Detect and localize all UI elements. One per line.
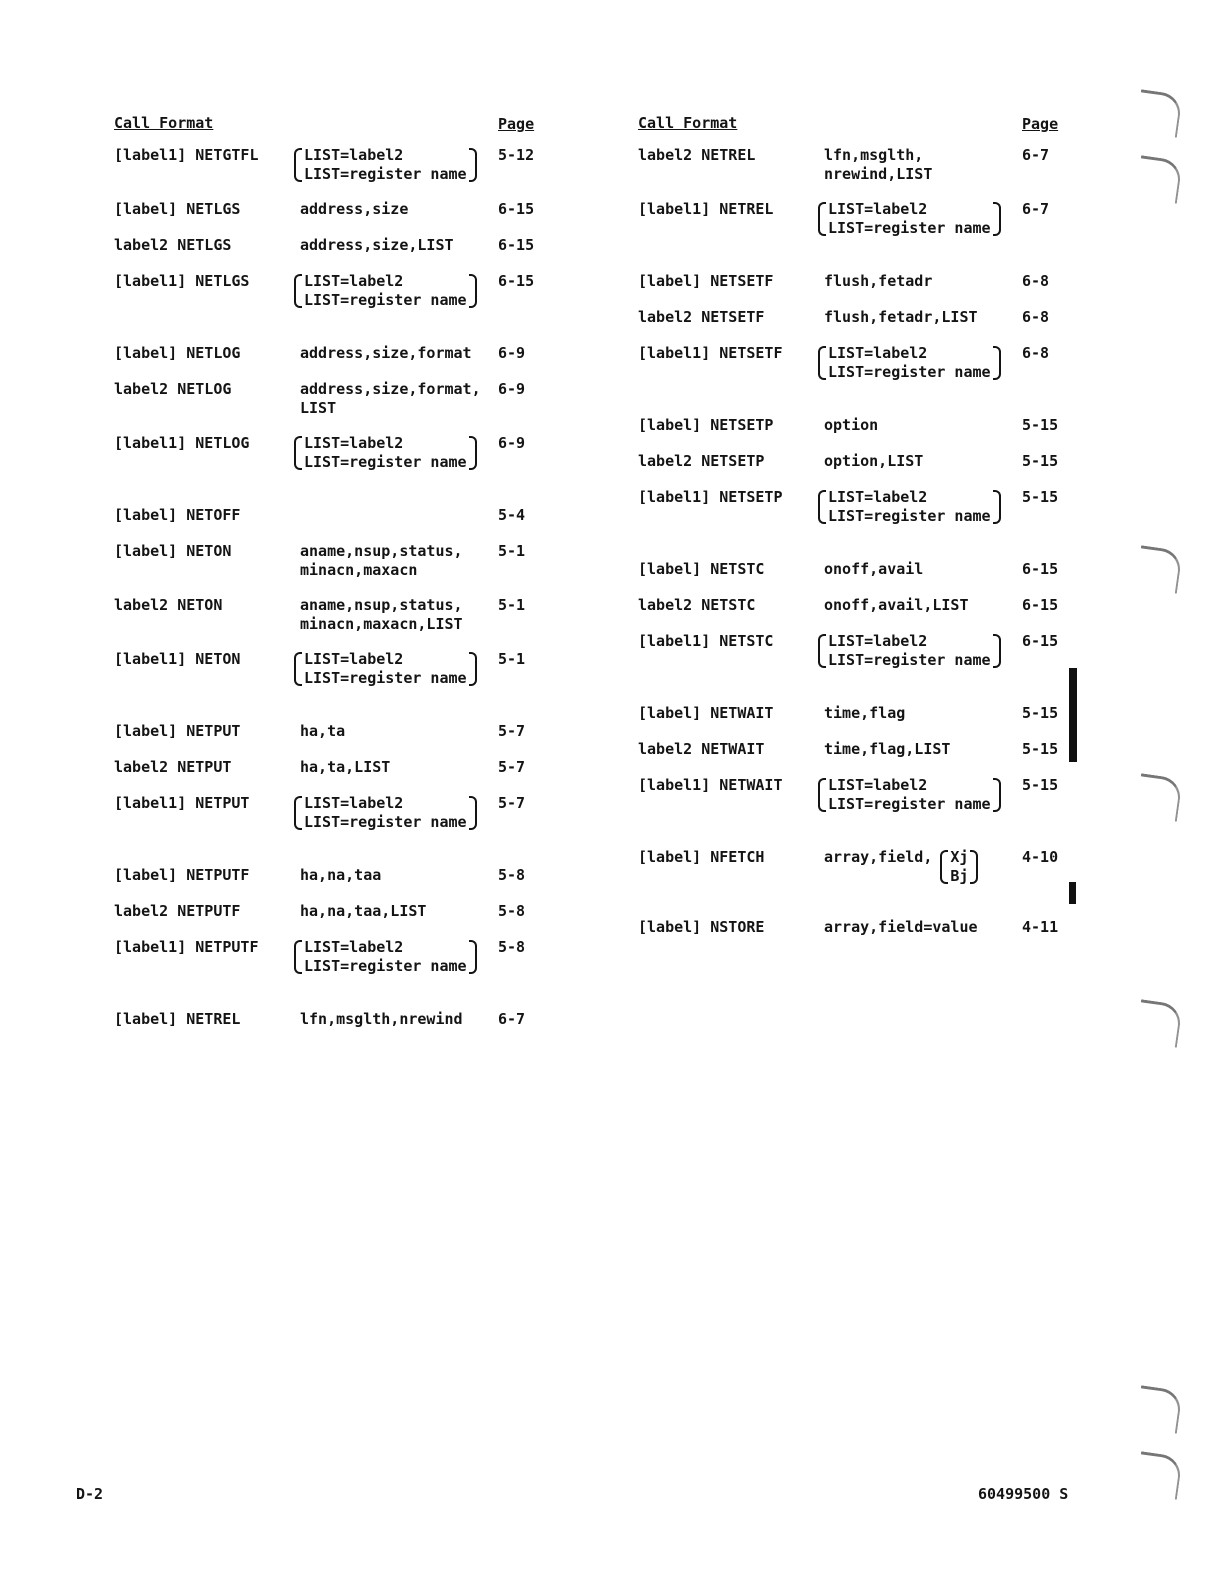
parameter-line: ha,na,taa	[300, 866, 382, 884]
call-format: [label] NETREL	[114, 1010, 241, 1028]
call-format: [label] NETPUT	[114, 722, 241, 740]
call-format: label2 NETREL	[638, 146, 756, 164]
page-reference: 6-8	[1022, 344, 1050, 362]
call-format-row	[114, 650, 574, 722]
parameter-line: address,size	[300, 200, 409, 218]
parameter-line: LIST=label2	[828, 200, 928, 218]
call-format-row	[638, 416, 1098, 452]
register-choice	[938, 848, 980, 886]
register-option: Bj	[950, 867, 969, 885]
parameter-line: LIST=label2	[828, 632, 928, 650]
brace-options	[948, 848, 970, 886]
left-brace	[938, 848, 948, 886]
page-reference: 4-10	[1022, 848, 1059, 866]
left-rows	[114, 146, 574, 1046]
call-format-row	[638, 344, 1098, 416]
call-format-row	[638, 704, 1098, 740]
call-format: [label1] NETLGS	[114, 272, 250, 290]
call-format: [label] NETPUTF	[114, 866, 250, 884]
page-reference: 5-1	[498, 650, 526, 668]
parameter-line: flush,fetadr,LIST	[824, 308, 978, 326]
parameters	[816, 488, 1003, 526]
call-format-row	[638, 776, 1098, 848]
page-reference: 5-15	[1022, 416, 1059, 434]
brace-options	[826, 488, 993, 526]
left-brace	[816, 776, 826, 814]
right-brace	[469, 272, 479, 310]
parameters	[300, 542, 463, 580]
page-number: D-2	[76, 1485, 104, 1503]
binder-hole-mark	[1135, 999, 1183, 1047]
binder-hole-mark	[1135, 155, 1183, 203]
parameter-line: minacn,maxacn,LIST	[300, 615, 463, 633]
call-format: label2 NETON	[114, 596, 223, 614]
call-format: label2 NETWAIT	[638, 740, 765, 758]
parameter-line: onoff,avail	[824, 560, 924, 578]
call-format: [label] NETOFF	[114, 506, 241, 524]
parameter-line: LIST=label2	[304, 650, 404, 668]
right-brace	[469, 938, 479, 976]
call-format: label2 NETLGS	[114, 236, 232, 254]
parameter-line: address,size,format,	[300, 380, 481, 398]
page-reference: 5-7	[498, 722, 526, 740]
parameter-line: LIST=label2	[304, 938, 404, 956]
parameters	[292, 794, 479, 832]
call-format: [label1] NETLOG	[114, 434, 250, 452]
parameter-line: LIST=label2	[304, 434, 404, 452]
call-format: [label] NETLOG	[114, 344, 241, 362]
parameter-line: LIST=register name	[304, 165, 467, 183]
parameter-line: LIST=register name	[304, 813, 467, 831]
call-format-row	[114, 758, 574, 794]
binder-hole-mark	[1135, 89, 1183, 137]
parameter-line: LIST=register name	[304, 453, 467, 471]
binder-hole-mark	[1135, 1451, 1183, 1499]
parameters	[292, 146, 479, 184]
call-format-row	[114, 272, 574, 344]
parameters	[292, 272, 479, 310]
call-format: [label1] NETGTFL	[114, 146, 259, 164]
parameter-line: time,flag	[824, 704, 906, 722]
call-format: label2 NETSETF	[638, 308, 765, 326]
parameters	[300, 722, 345, 741]
parameters	[300, 200, 408, 219]
parameter-line: aname,nsup,status,	[300, 596, 463, 614]
left-brace	[816, 632, 826, 670]
parameter-line: LIST=label2	[828, 488, 928, 506]
page-reference: 5-8	[498, 866, 526, 884]
right-column	[638, 112, 1098, 954]
parameters	[816, 776, 1003, 814]
call-format-row	[638, 740, 1098, 776]
call-format-row	[638, 918, 1098, 954]
parameters	[300, 236, 454, 255]
brace-options	[826, 344, 993, 382]
parameters	[300, 902, 426, 921]
parameters	[292, 938, 479, 976]
call-format: [label] NETWAIT	[638, 704, 774, 722]
parameter-line: ha,ta	[300, 722, 346, 740]
parameter-line: LIST=register name	[304, 291, 467, 309]
binder-hole-mark	[1135, 1385, 1183, 1433]
call-format: label2 NETSETP	[638, 452, 765, 470]
parameters	[824, 704, 905, 723]
parameter-line: LIST=register name	[828, 219, 991, 237]
page-reference: 6-15	[1022, 560, 1059, 578]
call-format-row	[114, 380, 574, 434]
parameter-line: LIST=label2	[828, 344, 928, 362]
column-header	[114, 112, 574, 146]
page-reference: 5-15	[1022, 740, 1059, 758]
right-rows	[638, 146, 1098, 954]
left-brace	[292, 938, 302, 976]
brace-options	[302, 146, 469, 184]
parameter-text: array,field,	[824, 848, 933, 866]
parameter-line: onoff,avail,LIST	[824, 596, 969, 614]
parameter-line: option,LIST	[824, 452, 924, 470]
call-format-row	[114, 938, 574, 1010]
parameter-line: option	[824, 416, 879, 434]
right-brace	[469, 650, 479, 688]
brace-options	[826, 632, 993, 670]
call-format-row	[638, 596, 1098, 632]
page-reference: 6-15	[498, 200, 535, 218]
page-reference: 5-1	[498, 542, 526, 560]
call-format: label2 NETSTC	[638, 596, 756, 614]
parameter-line: LIST=register name	[828, 795, 991, 813]
call-format-row	[638, 272, 1098, 308]
page-reference: 6-15	[498, 272, 535, 290]
left-brace	[292, 434, 302, 472]
parameter-line: LIST=register name	[828, 507, 991, 525]
parameter-line: aname,nsup,status,	[300, 542, 463, 560]
parameter-line: LIST=register name	[828, 651, 991, 669]
page-reference: 6-7	[1022, 146, 1050, 164]
brace-options	[302, 794, 469, 832]
left-brace	[816, 200, 826, 238]
page-reference: 5-4	[498, 506, 526, 524]
left-brace	[292, 272, 302, 310]
parameter-line: address,size,LIST	[300, 236, 454, 254]
call-format: [label] NETON	[114, 542, 232, 560]
page-reference: 5-15	[1022, 452, 1059, 470]
parameters	[300, 596, 463, 634]
register-option: Xj	[950, 848, 969, 866]
left-brace	[292, 794, 302, 832]
parameters	[824, 848, 980, 886]
page-reference: 5-8	[498, 938, 526, 956]
parameters	[824, 272, 932, 291]
parameters	[300, 866, 381, 885]
right-brace	[469, 794, 479, 832]
left-brace	[292, 650, 302, 688]
parameters	[824, 740, 950, 759]
page-reference: 4-11	[1022, 918, 1059, 936]
call-format-row	[114, 866, 574, 902]
call-format-row	[638, 452, 1098, 488]
page-reference: 6-8	[1022, 308, 1050, 326]
call-format: [label1] NETREL	[638, 200, 774, 218]
parameter-line: LIST=label2	[828, 776, 928, 794]
call-format-row	[114, 344, 574, 380]
call-format: [label1] NETSETF	[638, 344, 783, 362]
parameter-line: address,size,format	[300, 344, 472, 362]
call-format-row	[638, 632, 1098, 704]
page-reference: 5-7	[498, 758, 526, 776]
page-reference: 6-9	[498, 344, 526, 362]
call-format-row	[638, 848, 1098, 918]
call-format-row	[114, 200, 574, 236]
left-brace	[816, 344, 826, 382]
parameter-line: flush,fetadr	[824, 272, 933, 290]
brace-options	[302, 650, 469, 688]
parameter-line: LIST=label2	[304, 272, 404, 290]
parameters	[816, 632, 1003, 670]
call-format-row	[638, 488, 1098, 560]
parameters	[300, 758, 390, 777]
parameter-line: LIST	[300, 399, 337, 417]
parameters	[292, 650, 479, 688]
call-format: [label1] NETPUTF	[114, 938, 259, 956]
binder-hole-mark	[1135, 545, 1183, 593]
page-reference: 5-8	[498, 902, 526, 920]
column-header	[638, 112, 1098, 146]
parameters	[824, 596, 969, 615]
page-reference: 6-7	[498, 1010, 526, 1028]
call-format: [label] NETSETF	[638, 272, 774, 290]
call-format: [label1] NETON	[114, 650, 241, 668]
page-reference: 6-7	[1022, 200, 1050, 218]
page-reference: 5-15	[1022, 776, 1059, 794]
change-bar	[1069, 668, 1077, 762]
parameters	[824, 146, 932, 184]
left-brace	[292, 146, 302, 184]
brace-options	[302, 272, 469, 310]
call-format: [label] NETSETP	[638, 416, 774, 434]
page-reference: 6-15	[1022, 596, 1059, 614]
page-heading: Page	[498, 115, 535, 133]
call-format-heading: Call Format	[638, 114, 738, 132]
page-reference: 5-15	[1022, 704, 1059, 722]
parameter-line: minacn,maxacn	[300, 561, 418, 579]
call-format: label2 NETPUT	[114, 758, 232, 776]
call-format-row	[114, 1010, 574, 1046]
call-format-row	[114, 146, 574, 200]
right-brace	[993, 632, 1003, 670]
right-brace	[993, 776, 1003, 814]
parameter-line: LIST=register name	[304, 957, 467, 975]
call-format: [label] NETLGS	[114, 200, 241, 218]
parameter-line: ha,na,taa,LIST	[300, 902, 427, 920]
page-reference: 5-12	[498, 146, 535, 164]
call-format: label2 NETLOG	[114, 380, 232, 398]
parameters	[824, 416, 878, 435]
parameter-line: LIST=register name	[304, 669, 467, 687]
call-format-row	[114, 596, 574, 650]
call-format-heading: Call Format	[114, 114, 214, 132]
call-format-row	[638, 146, 1098, 200]
parameters	[300, 344, 472, 363]
call-format-row	[114, 902, 574, 938]
parameter-line: time,flag,LIST	[824, 740, 951, 758]
right-brace	[993, 344, 1003, 382]
call-format: [label1] NETSETP	[638, 488, 783, 506]
right-brace	[993, 488, 1003, 526]
parameter-line: lfn,msglth,nrewind	[300, 1010, 463, 1028]
call-format: [label] NSTORE	[638, 918, 765, 936]
page-reference: 6-9	[498, 380, 526, 398]
parameter-line: LIST=label2	[304, 794, 404, 812]
call-format-row	[114, 542, 574, 596]
call-format-row	[114, 794, 574, 866]
page-reference: 5-15	[1022, 488, 1059, 506]
page-reference: 6-9	[498, 434, 526, 452]
call-format: [label1] NETPUT	[114, 794, 250, 812]
call-format: [label] NETSTC	[638, 560, 765, 578]
parameter-line: array,field=value	[824, 918, 978, 936]
right-brace	[469, 434, 479, 472]
parameters	[816, 200, 1003, 238]
parameters	[824, 918, 978, 937]
call-format: label2 NETPUTF	[114, 902, 241, 920]
call-format-row	[114, 722, 574, 758]
document-number: 60499500 S	[978, 1485, 1069, 1503]
call-format-row	[114, 236, 574, 272]
left-column	[114, 112, 574, 1046]
right-brace	[970, 848, 980, 886]
right-brace	[469, 146, 479, 184]
page-heading: Page	[1022, 115, 1059, 133]
binder-hole-mark	[1135, 773, 1183, 821]
brace-options	[302, 938, 469, 976]
parameter-line	[824, 848, 980, 886]
page-reference: 6-15	[1022, 632, 1059, 650]
brace-options	[826, 200, 993, 238]
parameters	[816, 344, 1003, 382]
page-reference: 6-8	[1022, 272, 1050, 290]
parameters	[824, 308, 978, 327]
call-format: [label] NFETCH	[638, 848, 765, 866]
brace-options	[826, 776, 993, 814]
call-format-row	[638, 200, 1098, 272]
call-format-row	[638, 308, 1098, 344]
parameter-line: LIST=label2	[304, 146, 404, 164]
parameter-line: LIST=register name	[828, 363, 991, 381]
parameters	[300, 1010, 463, 1029]
call-format-row	[638, 560, 1098, 596]
brace-options	[302, 434, 469, 472]
call-format-row	[114, 506, 574, 542]
change-bar	[1069, 882, 1076, 904]
parameter-line: lfn,msglth,	[824, 146, 924, 164]
left-brace	[816, 488, 826, 526]
page-reference: 6-15	[498, 236, 535, 254]
parameters	[292, 434, 479, 472]
parameters	[824, 560, 923, 579]
call-format-row	[114, 434, 574, 506]
parameters	[300, 380, 481, 418]
parameters	[824, 452, 923, 471]
parameter-line: ha,ta,LIST	[300, 758, 391, 776]
right-brace	[993, 200, 1003, 238]
page-reference: 5-7	[498, 794, 526, 812]
page-reference: 5-1	[498, 596, 526, 614]
call-format: [label1] NETWAIT	[638, 776, 783, 794]
parameter-line: nrewind,LIST	[824, 165, 933, 183]
call-format: [label1] NETSTC	[638, 632, 774, 650]
